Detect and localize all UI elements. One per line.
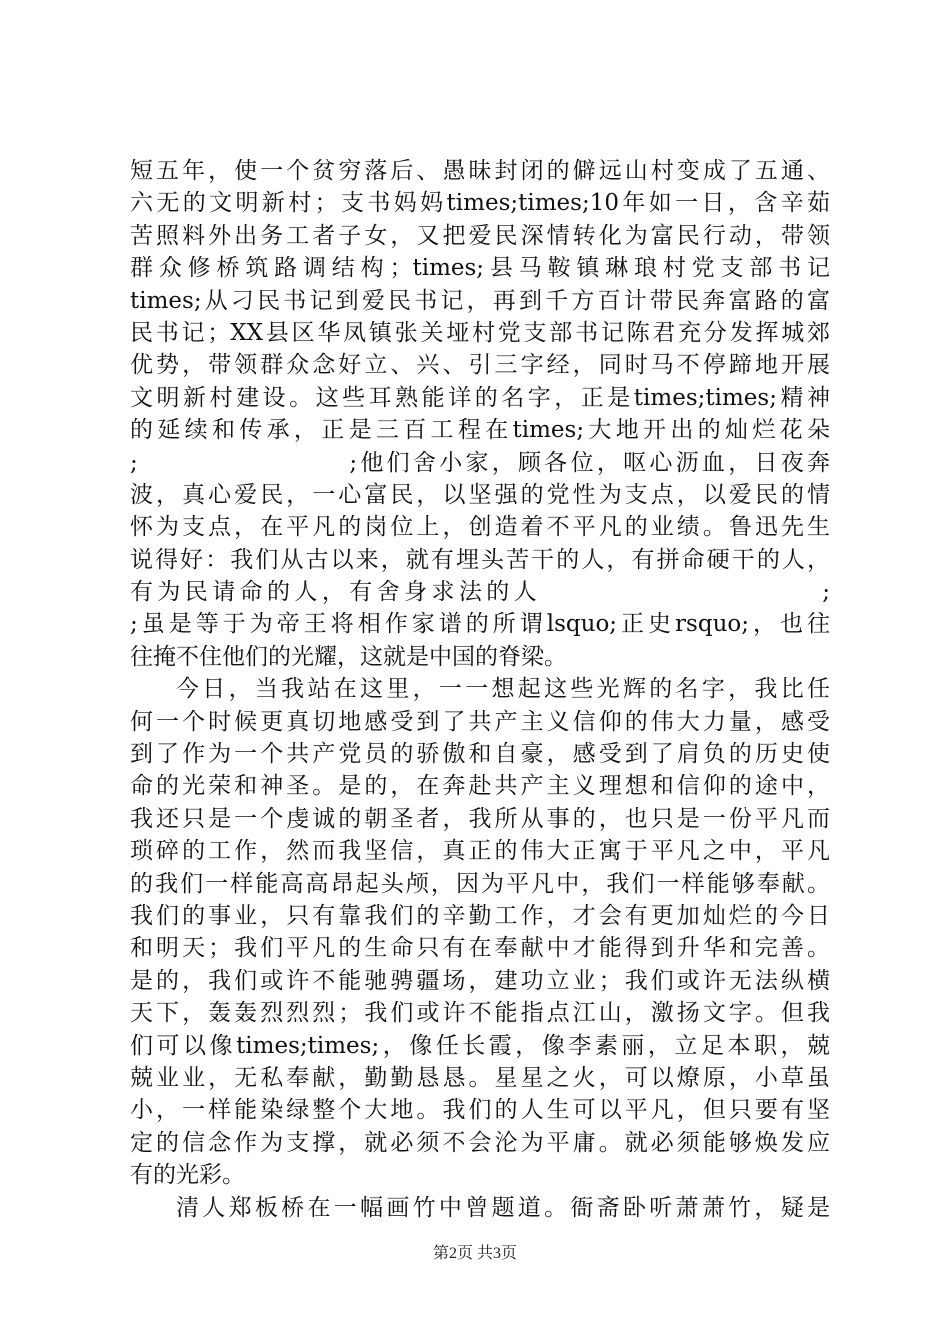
text-line: 和明天；我们平凡的生命只有在奉献中才能得到升华和完善。	[130, 935, 830, 962]
text-line: 清人郑板桥在一幅画竹中曾题道。衙斋卧听萧萧竹，疑是	[176, 1194, 830, 1221]
text-line: 我们的事业，只有靠我们的辛勤工作，才会有更加灿烂的今日	[130, 902, 830, 929]
document-body	[130, 155, 830, 1224]
page-number-footer: 第2页 共3页	[432, 1245, 517, 1262]
text-line: 们可以像times;times;，像任长霞，像李素丽，立足本职，兢	[130, 1032, 830, 1059]
text-line: 定的信念作为支撑，就必须不会沦为平庸。就必须能够焕发应	[130, 1129, 830, 1156]
text-line: ;虽是等于为帝王将相作家谱的所谓lsquo;正史rsquo;，也往	[130, 611, 830, 638]
text-line: ; ;他们舍小家，顾各位，呕心沥血，日夜奔	[130, 449, 830, 476]
text-line: 琐碎的工作，然而我坚信，真正的伟大正寓于平凡之中，平凡	[130, 838, 830, 865]
text-line: 到了作为一个共产党员的骄傲和自豪，感受到了肩负的历史使	[130, 741, 830, 768]
text-line: times;从刁民书记到爱民书记，再到千方百计带民奔富路的富	[130, 287, 830, 314]
text-line: 有的光彩。	[130, 1162, 245, 1189]
text-line: 往掩不住他们的光耀，这就是中国的脊梁。	[130, 643, 567, 670]
text-line: 六无的文明新村；支书妈妈times;times;10年如一日，含辛茹	[130, 190, 830, 217]
text-line: 说得好：我们从古以来，就有埋头苦干的人，有拼命硬干的人，	[130, 546, 830, 573]
paragraph	[130, 673, 830, 1191]
text-line: 的我们一样能高高昂起头颅，因为平凡中，我们一样能够奉献。	[130, 870, 830, 897]
text-line: 命的光荣和神圣。是的，在奔赴共产主义理想和信仰的途中，	[130, 773, 830, 800]
paragraph	[130, 155, 830, 673]
text-line: 文明新村建设。这些耳熟能详的名字，正是times;times;精神	[130, 384, 830, 411]
text-line: 天下，轰轰烈烈烈；我们或许不能指点江山，激扬文字。但我	[130, 1000, 830, 1027]
text-line: 小，一样能染绿整个大地。我们的人生可以平凡，但只要有坚	[130, 1097, 830, 1124]
text-line: 苦照料外出务工者子女，又把爱民深情转化为富民行动，带领	[130, 222, 830, 249]
paragraph	[130, 1192, 830, 1224]
text-line: 何一个时候更真切地感受到了共产主义信仰的伟大力量，感受	[130, 708, 830, 735]
text-line: 有为民请命的人，有舍身求法的人 ;	[130, 579, 830, 606]
text-line: 的延续和传承，正是三百工程在times;大地开出的灿烂花朵	[130, 417, 830, 444]
text-line: 民书记；XX县区华凤镇张关垭村党支部书记陈君充分发挥城郊	[130, 319, 830, 346]
text-line: 怀为支点，在平凡的岗位上，创造着不平凡的业绩。鲁迅先生	[130, 514, 830, 541]
text-line: 兢业业，无私奉献，勤勤恳恳。星星之火，可以燎原，小草虽	[130, 1064, 830, 1091]
text-line: 今日，当我站在这里，一一想起这些光辉的名字，我比任	[176, 676, 830, 703]
text-line: 波，真心爱民，一心富民，以坚强的党性为支点，以爱民的情	[130, 481, 830, 508]
text-line: 群众修桥筑路调结构；times;县马鞍镇琳琅村党支部书记	[130, 255, 830, 282]
text-line: 我还只是一个虔诚的朝圣者，我所从事的，也只是一份平凡而	[130, 805, 830, 832]
text-line: 短五年，使一个贫穷落后、愚昧封闭的僻远山村变成了五通、	[130, 158, 830, 184]
text-line: 是的，我们或许不能驰骋疆场，建功立业；我们或许无法纵横	[130, 967, 830, 994]
text-line: 优势，带领群众念好立、兴、引三字经，同时马不停蹄地开展	[130, 352, 830, 379]
